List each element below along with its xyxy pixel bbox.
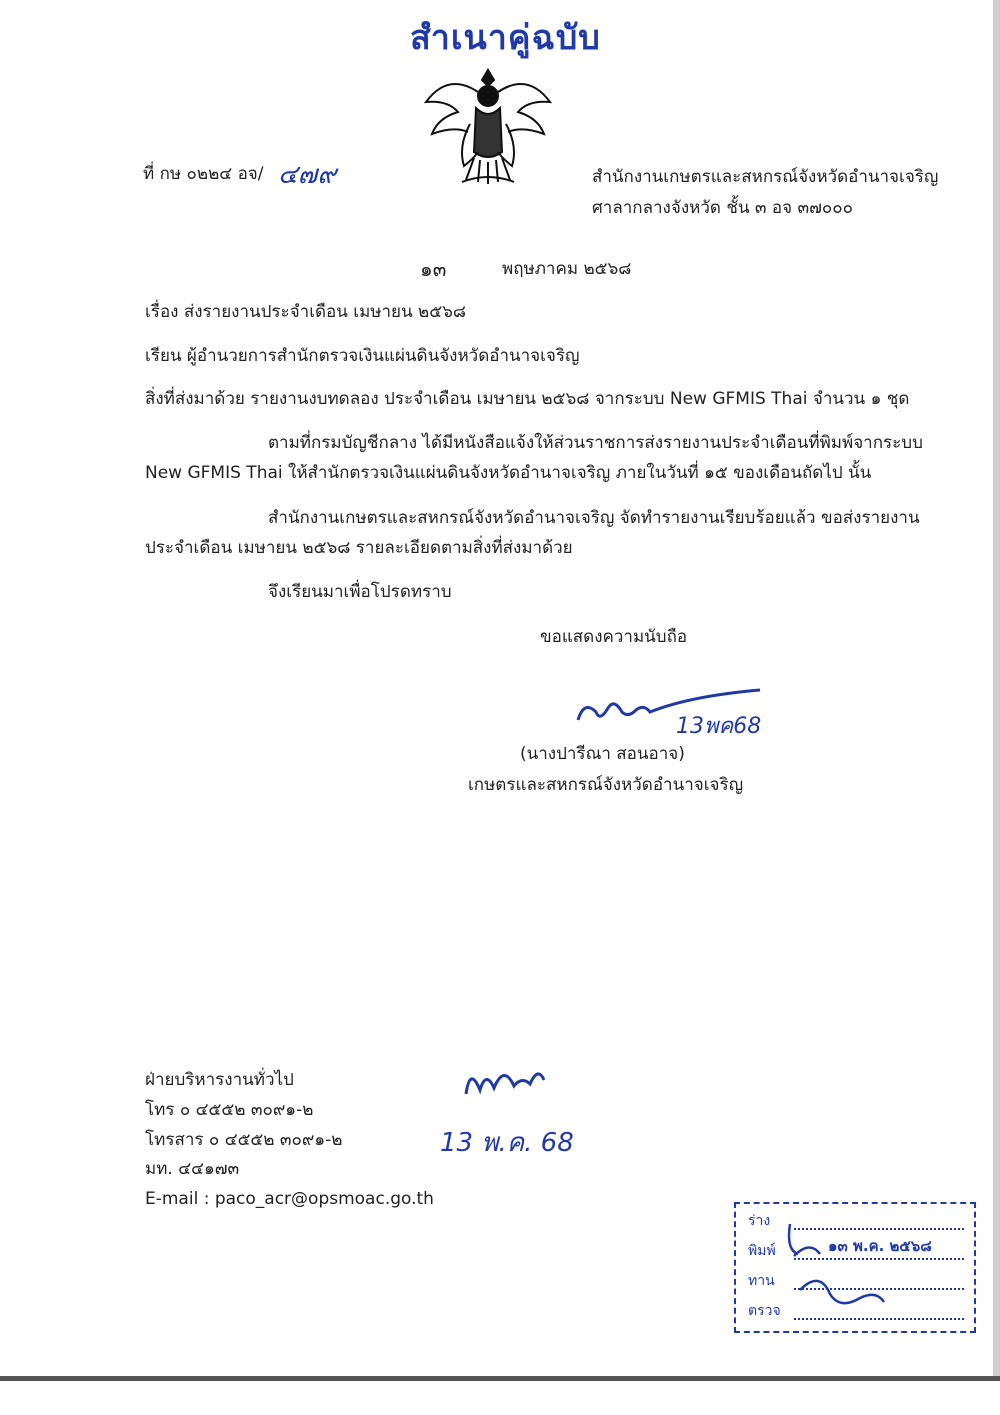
document-number-handwritten: ๔๗๙ bbox=[278, 160, 337, 190]
date-month-year: พฤษภาคม ๒๕๖๘ bbox=[502, 259, 632, 279]
contact-phone: โทร ๐ ๔๕๕๒ ๓๐๙๑-๒ bbox=[145, 1100, 314, 1120]
date-day: ๑๓ bbox=[420, 257, 447, 281]
stamp-row-check: ตรวจ bbox=[748, 1303, 781, 1319]
stamp-print-date: ๑๓ พ.ค. ๒๕๖๘ bbox=[828, 1237, 932, 1255]
stamp-handwriting-icon bbox=[780, 1210, 890, 1322]
contact-mt: มท. ๔๔๑๗๓ bbox=[145, 1159, 240, 1179]
salutation-line: เรียน ผู้อำนวยการสำนักตรวจเงินแผ่นดินจังหวัดอำนาจเจริญ bbox=[145, 346, 580, 366]
stamp-row-review: ทาน bbox=[748, 1273, 775, 1289]
contact-fax: โทรสาร ๐ ๔๕๕๒ ๓๐๙๑-๒ bbox=[145, 1130, 343, 1150]
sender-office: สำนักงานเกษตรและสหกรณ์จังหวัดอำนาจเจริญ bbox=[592, 167, 939, 187]
initials-date: 13 พ.ค. 68 bbox=[440, 1128, 574, 1158]
signer-title: เกษตรและสหกรณ์จังหวัดอำนาจเจริญ bbox=[468, 775, 744, 795]
contact-unit: ฝ่ายบริหารงานทั่วไป bbox=[145, 1070, 294, 1090]
scan-edge-right bbox=[993, 0, 1000, 1380]
closing-request: จึงเรียนมาเพื่อโปรดทราบ bbox=[268, 582, 452, 602]
paragraph-2-line-1: สำนักงานเกษตรและสหกรณ์จังหวัดอำนาจเจริญ จัดทำรายงานเรียบร้อยแล้ว ขอส่งรายงาน bbox=[268, 508, 920, 528]
signer-name: (นางปารีณา สอนอาจ) bbox=[520, 744, 685, 764]
subject-line: เรื่อง ส่งรายงานประจำเดือน เมษายน ๒๕๖๘ bbox=[145, 302, 467, 322]
paragraph-1-line-1: ตามที่กรมบัญชีกลาง ได้มีหนังสือแจ้งให้ส่วนราชการส่งรายงานประจำเดือนที่พิมพ์จากระบบ bbox=[268, 433, 923, 453]
signature-date: 13พค68 bbox=[676, 714, 762, 739]
document-number-label: ที่ กษ ๐๒๒๔ อจ/ bbox=[143, 164, 264, 184]
copy-stamp-title: สำเนาคู่ฉบับ bbox=[410, 18, 601, 58]
paragraph-2-line-2: ประจำเดือน เมษายน ๒๕๖๘ รายละเอียดตามสิ่งที่ส่งมาด้วย bbox=[145, 538, 573, 558]
complimentary-close: ขอแสดงความนับถือ bbox=[540, 627, 688, 647]
scan-edge-bottom bbox=[0, 1376, 1000, 1381]
office-stamp-box bbox=[734, 1202, 976, 1333]
sender-address: ศาลากลางจังหวัด ชั้น ๓ อจ ๓๗๐๐๐ bbox=[592, 198, 854, 218]
contact-email: E-mail : paco_acr@opsmoac.go.th bbox=[145, 1189, 434, 1209]
garuda-emblem-icon bbox=[418, 62, 558, 190]
stamp-row-draft: ร่าง bbox=[748, 1213, 771, 1229]
enclosure-line: สิ่งที่ส่งมาด้วย รายงานงบทดลอง ประจำเดือน เมษายน ๒๕๖๘ จากระบบ New GFMIS Thai จำนวน ๑ ชุด bbox=[145, 389, 910, 409]
initials-icon bbox=[460, 1060, 550, 1104]
stamp-row-print: พิมพ์ bbox=[748, 1243, 776, 1259]
paragraph-1-line-2: New GFMIS Thai ให้สำนักตรวจเงินแผ่นดินจังหวัดอำนาจเจริญ ภายในวันที่ ๑๕ ของเดือนถัดไป นั้น bbox=[145, 463, 872, 483]
